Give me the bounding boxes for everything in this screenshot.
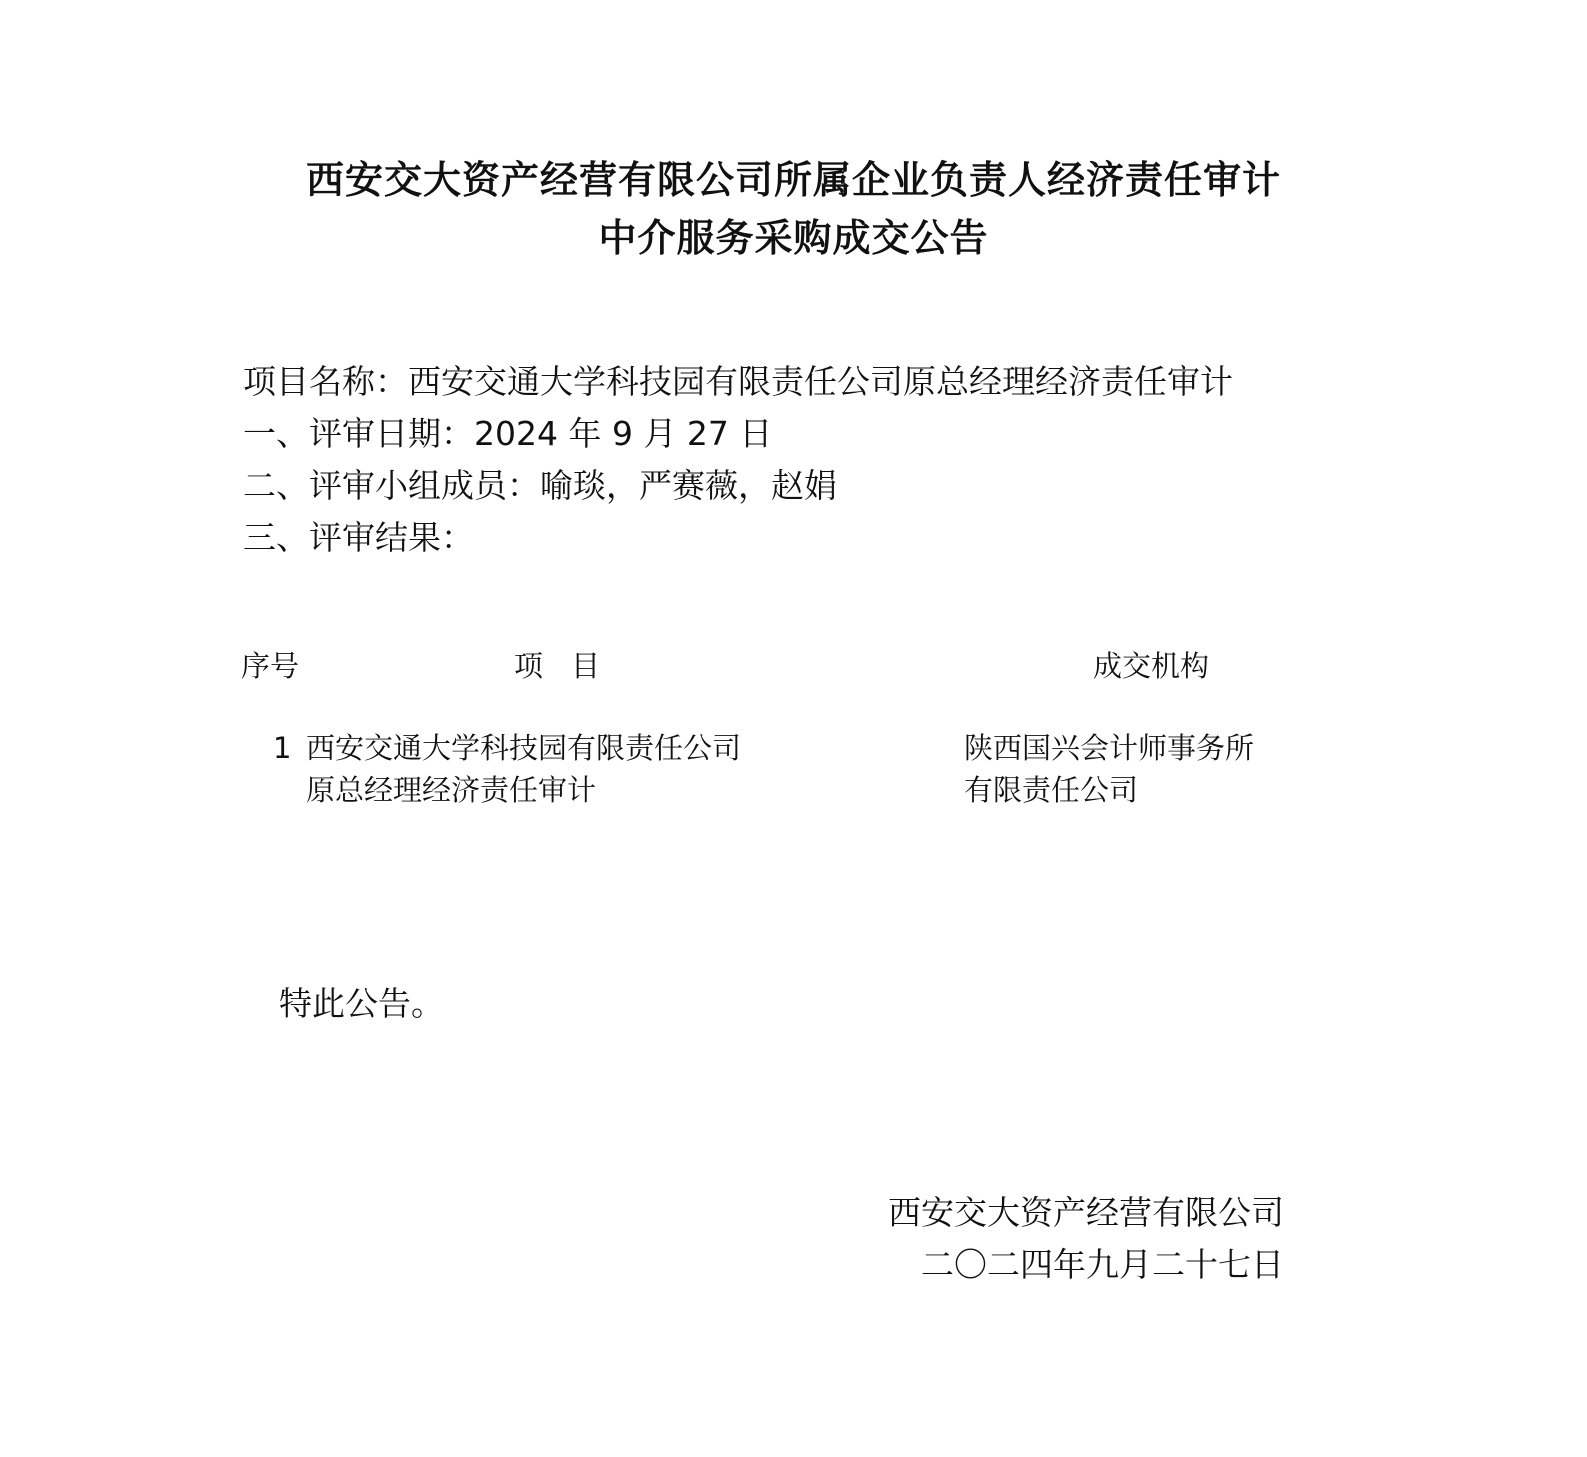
notice-closing: 特此公告。 xyxy=(279,984,444,1023)
review-result-heading: 三、评审结果： xyxy=(243,518,474,557)
row-seq: 1 xyxy=(273,731,292,765)
table-header-seq: 序号 xyxy=(241,649,300,683)
row-org-line-2: 有限责任公司 xyxy=(964,773,1139,807)
signature-organization: 西安交大资产经营有限公司 xyxy=(888,1193,1284,1232)
row-org xyxy=(964,727,1304,811)
row-item xyxy=(306,727,826,811)
project-name: 项目名称：西安交通大学科技园有限责任公司原总经理经济责任审计 xyxy=(243,362,1233,401)
signature-date: 二〇二四年九月二十七日 xyxy=(921,1245,1284,1284)
document-title-line-2: 中介服务采购成交公告 xyxy=(598,215,989,260)
row-item-line-1: 西安交通大学科技园有限责任公司 xyxy=(306,731,742,765)
row-item-line-2: 原总经理经济责任审计 xyxy=(306,773,597,807)
table-header-item: 项目 xyxy=(514,649,629,683)
row-org-line-1: 陕西国兴会计师事务所 xyxy=(964,731,1255,765)
review-members: 二、评审小组成员：喻琰，严赛薇，赵娟 xyxy=(243,466,837,505)
document-title-line-1: 西安交大资产经营有限公司所属企业负责人经济责任审计 xyxy=(305,157,1281,202)
review-date: 一、评审日期：2024 年 9 月 27 日 xyxy=(243,414,773,453)
table-header-org: 成交机构 xyxy=(1093,649,1210,683)
